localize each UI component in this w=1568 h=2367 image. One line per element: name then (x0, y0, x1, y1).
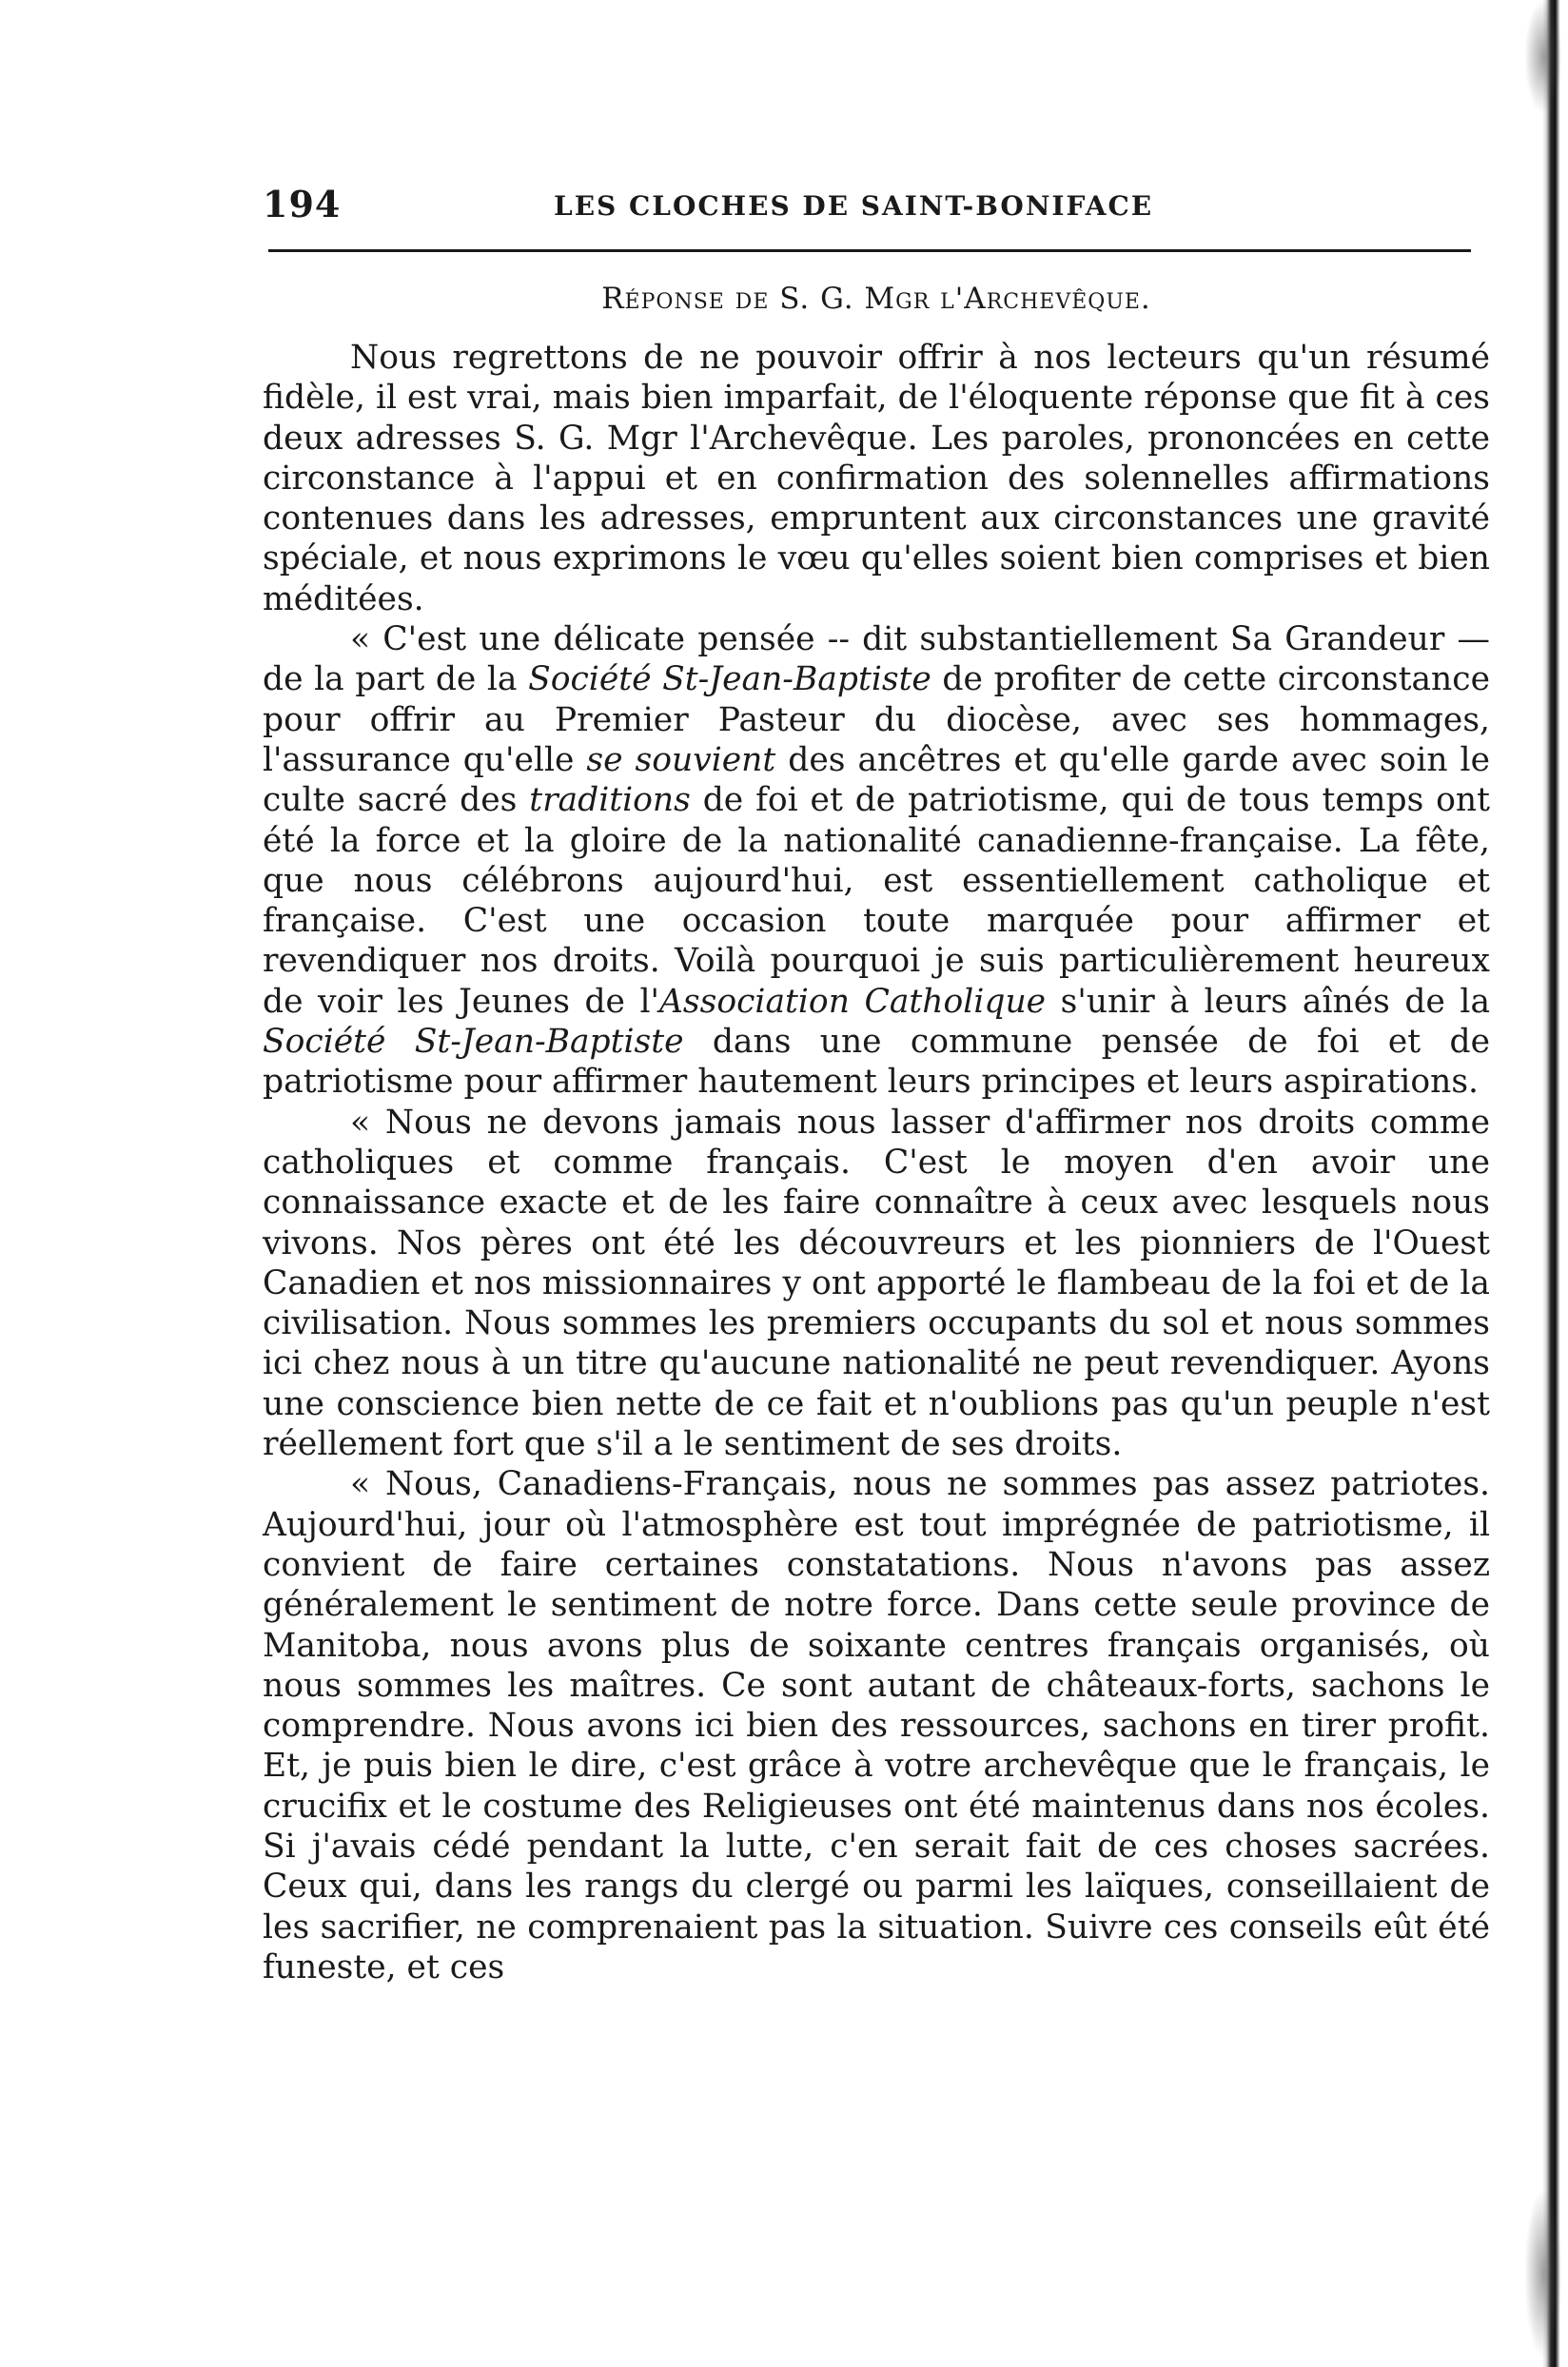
italic-run: se souvient (586, 740, 776, 779)
text-run: s'unir à leurs aînés de la (1046, 982, 1491, 1021)
page-number: 194 (263, 183, 342, 225)
italic-run: Association Catholique (659, 982, 1047, 1021)
text-run: « C'est une délicate pensée -- dit substantiellement Sa Grandeur — de la part de la (263, 620, 1490, 699)
scan-shadow (1524, 0, 1562, 114)
paragraph-speech-1 (263, 619, 1490, 1103)
page-binding-edge (1511, 0, 1568, 2367)
paragraph-intro: Nous regrettons de ne pouvoir offrir à nos lecteurs qu'un résumé fidèle, il est vrai, mais bien imparfait, de l'éloquente réponse que fit à ces deux adresses S. G. Mgr l'Archevêque. Les paroles, prononcées en cette circonstance à l'appui et en confirmation des solennelles affirmations contenues dans les adresses, empruntent aux circonstances une gravité spéciale, et nous exprimons le vœu qu'elles soient bien comprises et bien méditées. (263, 339, 1490, 618)
text-run: de profiter de cette circonstance pour offrir au Premier Pasteur du diocèse, avec ses hommages, l'assurance qu'elle (263, 660, 1490, 779)
scan-shadow (1524, 2188, 1562, 2359)
italic-run: traditions (529, 781, 691, 820)
section-title: Réponse de S. G. Mgr l'Archevêque. (601, 282, 1151, 316)
body-text (263, 338, 1490, 1987)
italic-run: Société St-Jean-Baptiste (263, 1023, 684, 1062)
page-header (263, 183, 1490, 228)
text-run: dans une commune pensée de foi et de patriotisme pour affirmer hautement leurs principes et leurs aspirations. (263, 1023, 1490, 1102)
running-title: LES CLOCHES DE SAINT-BONIFACE (554, 190, 1154, 222)
text-run: des ancêtres et qu'elle garde avec soin le culte sacré des (263, 740, 1491, 820)
paragraph-speech-2: « Nous ne devons jamais nous lasser d'affirmer nos droits comme catholiques et comme français. C'est le moyen d'en avoir une connaissance exacte et de les faire connaître à ceux avec lesquels nous vivons. Nos pères ont été les découvreurs et les pionniers de l'Ouest Canadien et nos missionnaires y ont apporté le flambeau de la foi et de la civilisation. Nous sommes les premiers occupants du sol et nous sommes ici chez nous à un titre qu'aucune nationalité ne peut revendiquer. Ayons une conscience bien nette de ce fait et n'oublions pas qu'un peuple n'est réellement fort que s'il a le sentiment de ses droits. (263, 1103, 1490, 1464)
header-divider (268, 249, 1471, 252)
italic-run: Société St-Jean-Baptiste (528, 660, 931, 699)
paragraph-speech-3: « Nous, Canadiens-Français, nous ne sommes pas assez patriotes. Aujourd'hui, jour où l'atmosphère est tout imprégnée de patriotisme, il convient de faire certaines constatations. Nous n'avons pas assez généralement le sentiment de notre force. Dans cette seule province de Manitoba, nous avons plus de soixante centres français organisés, où nous sommes les maîtres. Ce sont autant de châteaux-forts, sachons le comprendre. Nous avons ici bien des ressources, sachons en tirer profit. Et, je puis bien le dire, c'est grâce à votre archevêque que le français, le crucifix et le costume des Religieuses ont été maintenus dans nos écoles. Si j'avais cédé pendant la lutte, c'en serait fait de ces choses sacrées. Ceux qui, dans les rangs du clergé ou parmi les laïques, conseillaient de les sacrifier, ne comprenaient pas la situation. Suivre ces conseils eût été funeste, et ces (263, 1465, 1490, 1986)
text-run: de foi et de patriotisme, qui de tous temps ont été la force et la gloire de la nationalité canadienne-française. La fête, que nous célébrons aujourd'hui, est essentiellement catholique et française. C'est une occasion toute marquée pour affirmer et revendiquer nos droits. Voilà pourquoi je suis particulièrement heureux de voir les Jeunes de l' (263, 781, 1491, 1021)
